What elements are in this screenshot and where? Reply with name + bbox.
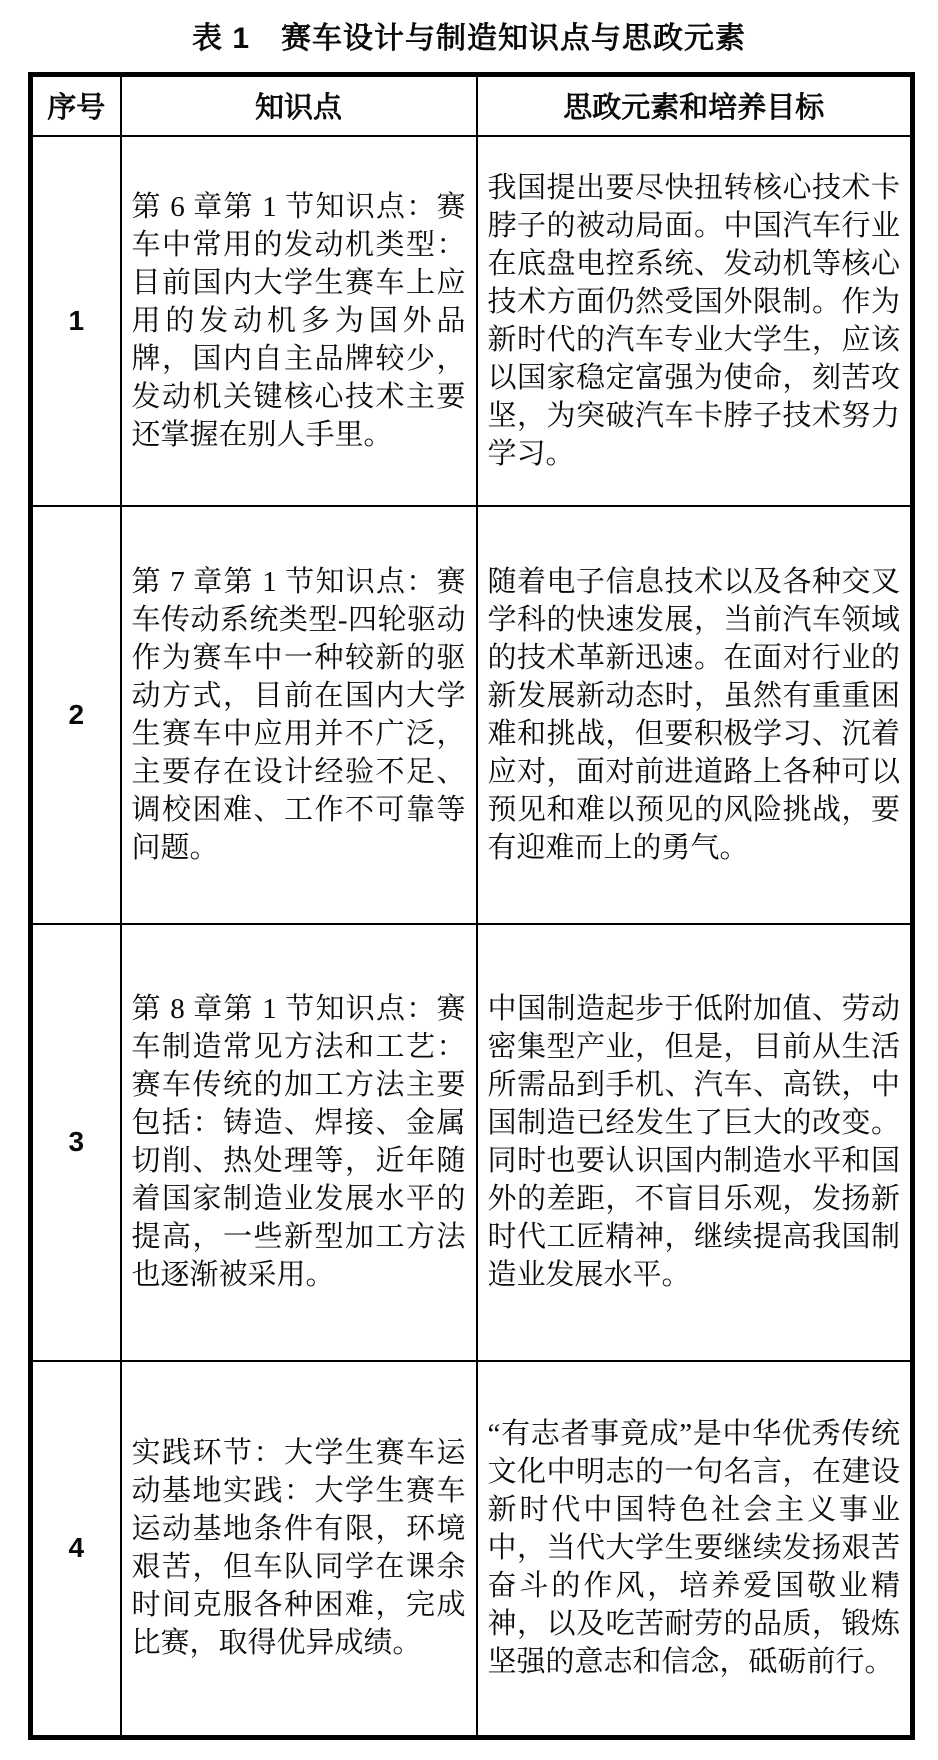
page-title: 表 1 赛车设计与制造知识点与思政元素	[191, 22, 747, 55]
row-3-knowledge-point: 第 8 章第 1 节知识点：赛车制造常见方法和工艺：赛车传统的加工方法主要包括：铸造、焊接、金属切削、热处理等，近年随着国家制造业发展水平的提高，一些新型加工方法也逐渐被采用。	[121, 924, 477, 1361]
row-4-knowledge-point: 实践环节：大学生赛车运动基地实践：大学生赛车运动基地条件有限，环境艰苦，但车队同学在课余时间克服各种困难，完成比赛，取得优异成绩。	[121, 1361, 477, 1738]
table-row	[31, 136, 913, 506]
header-cell-ideology: 思政元素和培养目标	[477, 75, 913, 136]
table-row	[31, 506, 913, 924]
row-3-number: 3	[31, 924, 121, 1361]
row-1-number: 1	[31, 136, 121, 506]
header-cell-no: 序号	[31, 75, 121, 136]
row-4-number: 4	[31, 1361, 121, 1738]
row-2-knowledge-point: 第 7 章第 1 节知识点：赛车传动系统类型-四轮驱动作为赛车中一种较新的驱动方式，目前在国内大学生赛车中应用并不广泛，主要存在设计经验不足、调校困难、工作不可靠等问题。	[121, 506, 477, 924]
row-3-ideology-element: 中国制造起步于低附加值、劳动密集型产业，但是，目前从生活所需品到手机、汽车、高铁，中国制造已经发生了巨大的改变。同时也要认识国内制造水平和国外的差距，不盲目乐观，发扬新时代工匠精神，继续提高我国制造业发展水平。	[477, 924, 913, 1361]
table-row	[31, 1361, 913, 1738]
row-1-ideology-element: 我国提出要尽快扭转核心技术卡脖子的被动局面。中国汽车行业在底盘电控系统、发动机等核心技术方面仍然受国外限制。作为新时代的汽车专业大学生，应该以国家稳定富强为使命，刻苦攻坚，为突破汽车卡脖子技术努力学习。	[477, 136, 913, 506]
knowledge-ideology-table	[28, 72, 915, 1740]
header-cell-knowledge: 知识点	[121, 75, 477, 136]
row-2-ideology-element: 随着电子信息技术以及各种交叉学科的快速发展，当前汽车领域的技术革新迅速。在面对行业的新发展新动态时，虽然有重重困难和挑战，但要积极学习、沉着应对，面对前进道路上各种可以预见和难以预见的风险挑战，要有迎难而上的勇气。	[477, 506, 913, 924]
row-1-knowledge-point: 第 6 章第 1 节知识点：赛车中常用的发动机类型：目前国内大学生赛车上应用的发动机多为国外品牌，国内自主品牌较少，发动机关键核心技术主要还掌握在别人手里。	[121, 136, 477, 506]
table-row	[31, 924, 913, 1361]
row-4-ideology-element: “有志者事竟成”是中华优秀传统文化中明志的一句名言，在建设新时代中国特色社会主义事业中，当代大学生要继续发扬艰苦奋斗的作风，培养爱国敬业精神，以及吃苦耐劳的品质，锻炼坚强的意志和信念，砥砺前行。	[477, 1361, 913, 1738]
table-header-row	[31, 75, 913, 136]
row-2-number: 2	[31, 506, 121, 924]
